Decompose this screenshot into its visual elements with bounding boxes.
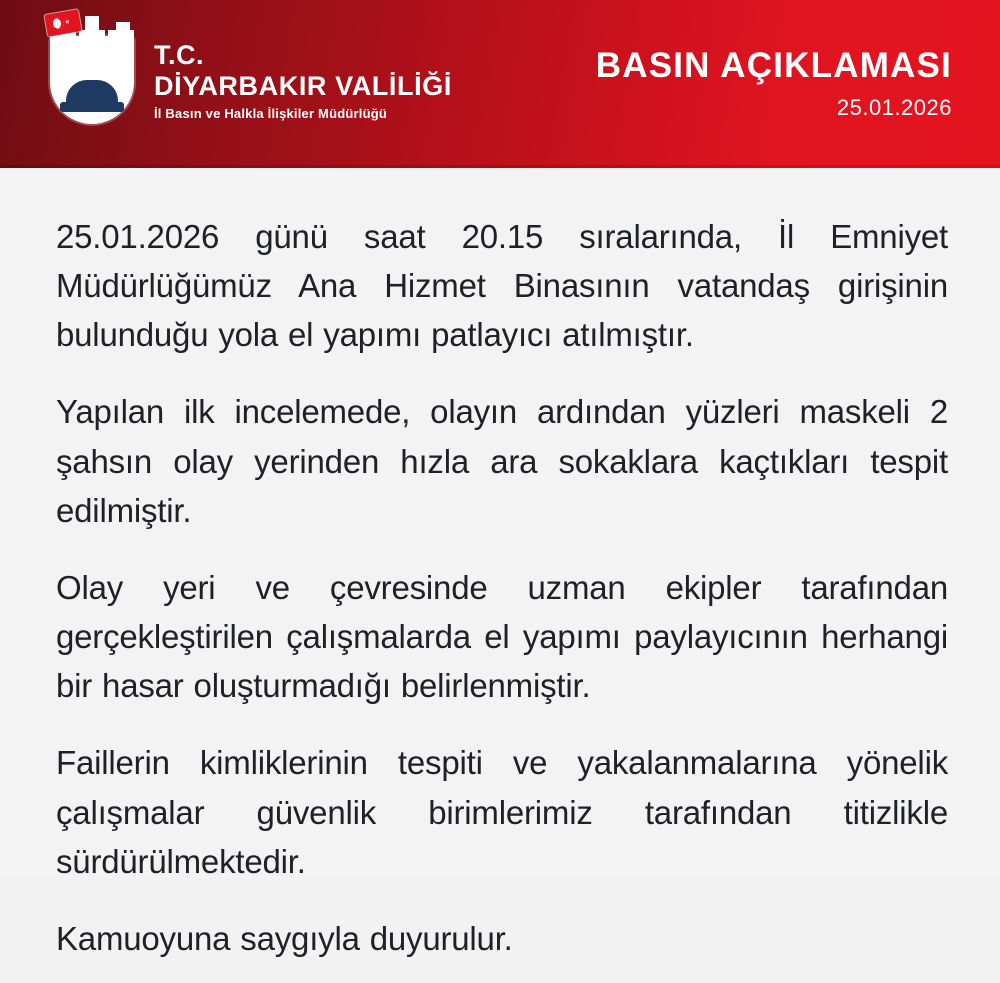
brand-line-governorship: DİYARBAKIR VALİLİĞİ xyxy=(154,71,452,101)
brand-line-department: İl Basın ve Halkla İlişkiler Müdürlüğü xyxy=(154,106,387,121)
paragraph-3: Olay yeri ve çevresinde uzman ekipler tarafından gerçekleştirilen çalışmalarda el yapımı paylayıcının herhangi bir hasar oluşturmadığı belirlenmiştir. xyxy=(56,568,948,705)
paragraph-5: Kamuoyuna saygıyla duyurulur. xyxy=(56,919,513,957)
header-right-block xyxy=(596,46,952,121)
page-title: BASIN AÇIKLAMASI xyxy=(595,46,952,85)
brand-line-republic: T.C. xyxy=(154,40,205,70)
brand-text xyxy=(154,28,452,120)
brand-block xyxy=(44,28,452,132)
statement-body xyxy=(0,168,1000,983)
release-date: 25.01.2026 xyxy=(836,95,952,120)
diyarbakir-governorship-emblem-icon xyxy=(44,28,140,132)
paragraph-4: Faillerin kimliklerinin tespiti ve yakalanmalarına yönelik çalışmalar güvenlik birimlerimiz tarafından titizlikle sürdürülmektedir. xyxy=(56,744,948,880)
paragraph-1: 25.01.2026 günü saat 20.15 sıralarında, İl Emniyet Müdürlüğümüz Ana Hizmet Binasının vatandaş girişinin bulunduğu yola el yapımı patlayıcı atılmıştır. xyxy=(56,218,948,354)
document-header xyxy=(0,0,1000,168)
paragraph-2: Yapılan ilk incelemede, olayın ardından yüzleri maskeli 2 şahsın olay yerinden hızla ara sokaklara kaçtıkları tespit edilmiştir. xyxy=(56,393,948,529)
